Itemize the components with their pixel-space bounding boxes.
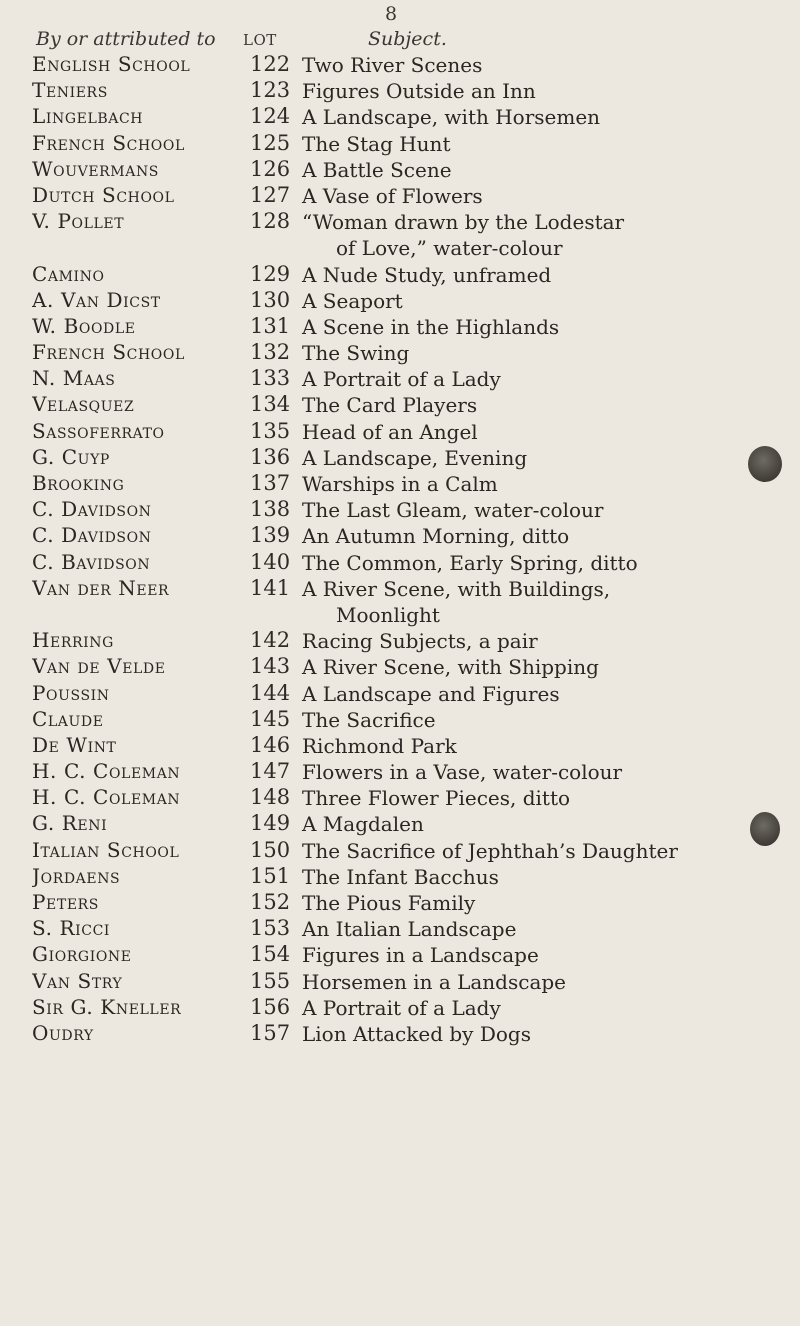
lot-subject-text: An Italian Landscape: [302, 917, 517, 942]
lot-number: 135: [250, 418, 291, 443]
lot-row: [0, 183, 800, 209]
artist-name-text: Claude: [32, 706, 104, 731]
artist-name: [32, 707, 247, 731]
lot-subject: [302, 942, 742, 968]
lot-row: [0, 759, 800, 785]
artist-name-text: Van der Neer: [32, 575, 170, 600]
lot-row: [0, 995, 800, 1021]
lot-subject-text: A Landscape, Evening: [302, 445, 528, 470]
lot-subject-text: The Pious Family: [302, 891, 476, 916]
lot-subject-text: Lion Attacked by Dogs: [302, 1021, 531, 1046]
lot-list: [0, 52, 800, 1047]
lot-subject-text: Flowers in a Vase, water-colour: [302, 760, 623, 785]
artist-name: [32, 471, 247, 495]
lot-number: 149: [250, 811, 291, 836]
lot-subject: [302, 262, 742, 288]
lot-number: 153: [250, 916, 291, 941]
lot-number: 155: [250, 968, 291, 993]
lot-subject: [302, 419, 742, 445]
artist-name-text: H. C. Coleman: [32, 785, 181, 810]
lot-row: [0, 890, 800, 916]
artist-name-text: W. Boodle: [32, 313, 136, 338]
lot-subject-text: A River Scene, with Shipping: [302, 655, 599, 680]
lot-subject-text: “Woman drawn by the Lodestar: [302, 210, 625, 235]
lot-number: 130: [250, 287, 291, 312]
artist-name: [32, 1021, 247, 1045]
artist-name-text: S. Ricci: [32, 916, 111, 941]
lot-subject: [302, 288, 742, 314]
lot-row: [0, 419, 800, 445]
lot-row: [0, 366, 800, 392]
lot-row: [0, 707, 800, 733]
lot-row: [0, 969, 800, 995]
lot-subject-text: Richmond Park: [302, 733, 457, 758]
binding-hole-bottom: [750, 812, 780, 846]
lot-subject: [302, 314, 742, 340]
lot-subject-text: Warships in a Calm: [302, 472, 498, 497]
lot-subject-text: Two River Scenes: [302, 53, 483, 77]
lot-subject-text: The Last Gleam, water-colour: [302, 498, 604, 523]
artist-name-text: A. Van Dicst: [32, 287, 161, 312]
lot-subject-text: A Portrait of a Lady: [302, 367, 501, 392]
lot-subject: [302, 811, 742, 837]
lot-number: 151: [250, 863, 291, 888]
artist-name: [32, 497, 247, 521]
lot-number: 127: [250, 182, 291, 207]
lot-subject-text: A Seaport: [302, 288, 403, 313]
lot-subject-text: The Sacrifice of Jephthah’s Daughter: [302, 838, 678, 863]
lot-row: [0, 576, 800, 628]
lot-subject-text: Head of an Angel: [302, 419, 478, 444]
lot-subject-text: The Common, Early Spring, ditto: [302, 550, 638, 575]
lot-subject-text: A Landscape and Figures: [302, 681, 560, 706]
lot-number: 140: [250, 549, 291, 574]
lot-subject-continuation: Moonlight: [336, 602, 440, 627]
subject-column-header: Subject.: [368, 28, 447, 50]
page-number: 8: [385, 3, 398, 25]
lot-row: [0, 497, 800, 523]
lot-row: [0, 340, 800, 366]
lot-row: [0, 811, 800, 837]
lot-subject: [302, 131, 742, 157]
artist-name: [32, 838, 247, 862]
lot-number: 132: [250, 340, 291, 365]
lot-subject-continuation: of Love,” water-colour: [336, 236, 563, 261]
artist-name-text: Velasquez: [32, 392, 135, 417]
lot-subject: [302, 681, 742, 707]
lot-number: 156: [250, 994, 291, 1019]
lot-subject-text: The Card Players: [302, 393, 478, 418]
artist-name: [32, 916, 247, 940]
lot-subject: [302, 523, 742, 549]
artist-name-text: V. Pollet: [32, 209, 125, 234]
artist-name-text: Peters: [32, 890, 99, 915]
lot-number: 144: [250, 680, 291, 705]
artist-name: [32, 654, 247, 678]
artist-name: [32, 314, 247, 338]
artist-name: [32, 104, 247, 128]
lot-subject: [302, 52, 742, 78]
lot-row: [0, 681, 800, 707]
artist-name: [32, 550, 247, 574]
lot-row: [0, 523, 800, 549]
artist-name-text: G. Reni: [32, 811, 108, 836]
artist-name-text: Italian School: [32, 837, 180, 862]
lot-subject-text: Horsemen in a Landscape: [302, 969, 567, 994]
artist-name-text: Teniers: [32, 78, 108, 103]
artist-name: [32, 733, 247, 757]
lot-subject: [302, 995, 742, 1021]
artist-name-text: French School: [32, 130, 185, 155]
artist-name: [32, 340, 247, 364]
artist-name-text: Oudry: [32, 1020, 94, 1045]
lot-number: 124: [250, 104, 291, 129]
lot-row: [0, 916, 800, 942]
artist-name: [32, 969, 247, 993]
lot-subject-text: Three Flower Pieces, ditto: [302, 786, 571, 811]
lot-subject: [302, 78, 742, 104]
lot-subject-text: A Landscape, with Horsemen: [302, 105, 601, 130]
lot-number: 139: [250, 523, 291, 548]
lot-row: [0, 104, 800, 130]
artist-name-text: Brooking: [32, 471, 125, 496]
lot-subject-text: The Swing: [302, 341, 410, 366]
lot-row: [0, 314, 800, 340]
lot-subject-text: The Stag Hunt: [302, 131, 451, 156]
lot-row: [0, 654, 800, 680]
lot-number: 148: [250, 785, 291, 810]
lot-subject-text: Racing Subjects, a pair: [302, 629, 538, 654]
lot-number: 152: [250, 890, 291, 915]
artist-name: [32, 209, 247, 233]
lot-row: [0, 52, 800, 78]
lot-subject-text: An Autumn Morning, ditto: [302, 524, 570, 549]
lot-subject: [302, 864, 742, 890]
artist-name-text: N. Maas: [32, 366, 116, 391]
lot-number: 154: [250, 942, 291, 967]
artist-name-text: English School: [32, 52, 191, 76]
lot-number: 157: [250, 1020, 291, 1045]
lot-subject-text: Figures in a Landscape: [302, 943, 539, 968]
lot-row: [0, 445, 800, 471]
artist-name: [32, 628, 247, 652]
artist-name: [32, 785, 247, 809]
artist-name: [32, 445, 247, 469]
lot-subject: [302, 1021, 742, 1047]
lot-number: 142: [250, 628, 291, 653]
artist-name: [32, 995, 247, 1019]
artist-name: [32, 864, 247, 888]
artist-column-header: By or attributed to: [36, 28, 216, 50]
lot-number: 145: [250, 706, 291, 731]
lot-subject: [302, 838, 742, 864]
lot-number: 134: [250, 392, 291, 417]
artist-name-text: Wouvermans: [32, 156, 159, 181]
lot-subject-text: A Vase of Flowers: [302, 183, 483, 208]
lot-row: [0, 78, 800, 104]
lot-subject: [302, 759, 742, 785]
lot-subject: [302, 340, 742, 366]
lot-row: [0, 157, 800, 183]
lot-column-header: LOT: [243, 31, 277, 49]
lot-subject: [302, 707, 742, 733]
artist-name: [32, 523, 247, 547]
lot-row: [0, 785, 800, 811]
artist-name: [32, 78, 247, 102]
lot-subject: [302, 471, 742, 497]
artist-name: [32, 288, 247, 312]
lot-subject: [302, 733, 742, 759]
artist-name: [32, 183, 247, 207]
lot-row: [0, 942, 800, 968]
lot-number: 137: [250, 471, 291, 496]
artist-name: [32, 157, 247, 181]
artist-name-text: Giorgione: [32, 942, 132, 967]
lot-number: 129: [250, 261, 291, 286]
lot-number: 133: [250, 366, 291, 391]
artist-name: [32, 890, 247, 914]
artist-name-text: C. Davidson: [32, 523, 152, 548]
lot-row: [0, 262, 800, 288]
lot-subject: [302, 497, 742, 523]
lot-subject: [302, 183, 742, 209]
lot-row: [0, 131, 800, 157]
artist-name-text: H. C. Coleman: [32, 759, 181, 784]
artist-name-text: French School: [32, 340, 185, 365]
artist-name: [32, 52, 247, 76]
lot-subject-text: A Portrait of a Lady: [302, 995, 501, 1020]
artist-name-text: Sassoferrato: [32, 418, 165, 443]
lot-subject-text: Figures Outside an Inn: [302, 79, 536, 104]
lot-row: [0, 838, 800, 864]
lot-subject-text: A Scene in the Highlands: [302, 314, 560, 339]
lot-number: 146: [250, 732, 291, 757]
lot-number: 126: [250, 156, 291, 181]
lot-number: 138: [250, 497, 291, 522]
lot-subject-text: A River Scene, with Buildings,: [302, 576, 611, 601]
artist-name-text: G. Cuyp: [32, 444, 110, 469]
lot-subject: [302, 916, 742, 942]
lot-row: [0, 471, 800, 497]
lot-number: 147: [250, 759, 291, 784]
artist-name-text: Jordaens: [32, 863, 121, 888]
lot-subject: [302, 392, 742, 418]
artist-name: [32, 576, 247, 600]
artist-name: [32, 262, 247, 286]
lot-subject-text: The Infant Bacchus: [302, 864, 499, 889]
lot-row: [0, 733, 800, 759]
lot-subject: [302, 890, 742, 916]
lot-row: [0, 864, 800, 890]
lot-number: 136: [250, 444, 291, 469]
lot-subject: [302, 628, 742, 654]
artist-name-text: Dutch School: [32, 182, 175, 207]
lot-subject: [302, 366, 742, 392]
lot-number: 143: [250, 654, 291, 679]
lot-number: 131: [250, 313, 291, 338]
artist-name: [32, 942, 247, 966]
artist-name-text: Herring: [32, 628, 114, 653]
lot-number: 125: [250, 130, 291, 155]
lot-row: [0, 550, 800, 576]
lot-subject-text: The Sacrifice: [302, 707, 436, 732]
artist-name: [32, 131, 247, 155]
lot-row: [0, 209, 800, 261]
lot-subject: [302, 785, 742, 811]
artist-name: [32, 366, 247, 390]
lot-subject-text: A Battle Scene: [302, 157, 452, 182]
lot-subject: [302, 969, 742, 995]
artist-name: [32, 811, 247, 835]
artist-name-text: Sir G. Kneller: [32, 994, 182, 1019]
lot-row: [0, 1021, 800, 1047]
artist-name-text: Poussin: [32, 680, 110, 705]
lot-subject: [302, 445, 742, 471]
lot-subject-text: A Magdalen: [302, 812, 424, 837]
lot-subject: [302, 104, 742, 130]
artist-name-text: Camino: [32, 261, 105, 286]
lot-subject: [302, 157, 742, 183]
lot-number: 141: [250, 575, 291, 600]
binding-hole-top: [748, 446, 782, 482]
lot-subject-text: A Nude Study, unframed: [302, 262, 552, 287]
artist-name: [32, 681, 247, 705]
artist-name: [32, 392, 247, 416]
artist-name-text: Lingelbach: [32, 104, 144, 129]
lot-subject: [302, 576, 742, 628]
artist-name-text: Van de Velde: [32, 654, 166, 679]
lot-number: 123: [250, 78, 291, 103]
artist-name-text: Van Stry: [32, 968, 123, 993]
lot-row: [0, 628, 800, 654]
lot-row: [0, 288, 800, 314]
lot-row: [0, 392, 800, 418]
lot-number: 150: [250, 837, 291, 862]
lot-subject: [302, 550, 742, 576]
lot-subject: [302, 209, 742, 261]
artist-name-text: De Wint: [32, 732, 117, 757]
artist-name: [32, 759, 247, 783]
lot-number: 122: [250, 52, 291, 76]
artist-name-text: C. Davidson: [32, 497, 152, 522]
artist-name: [32, 419, 247, 443]
lot-number: 128: [250, 209, 291, 234]
lot-subject: [302, 654, 742, 680]
artist-name-text: C. Bavidson: [32, 549, 151, 574]
